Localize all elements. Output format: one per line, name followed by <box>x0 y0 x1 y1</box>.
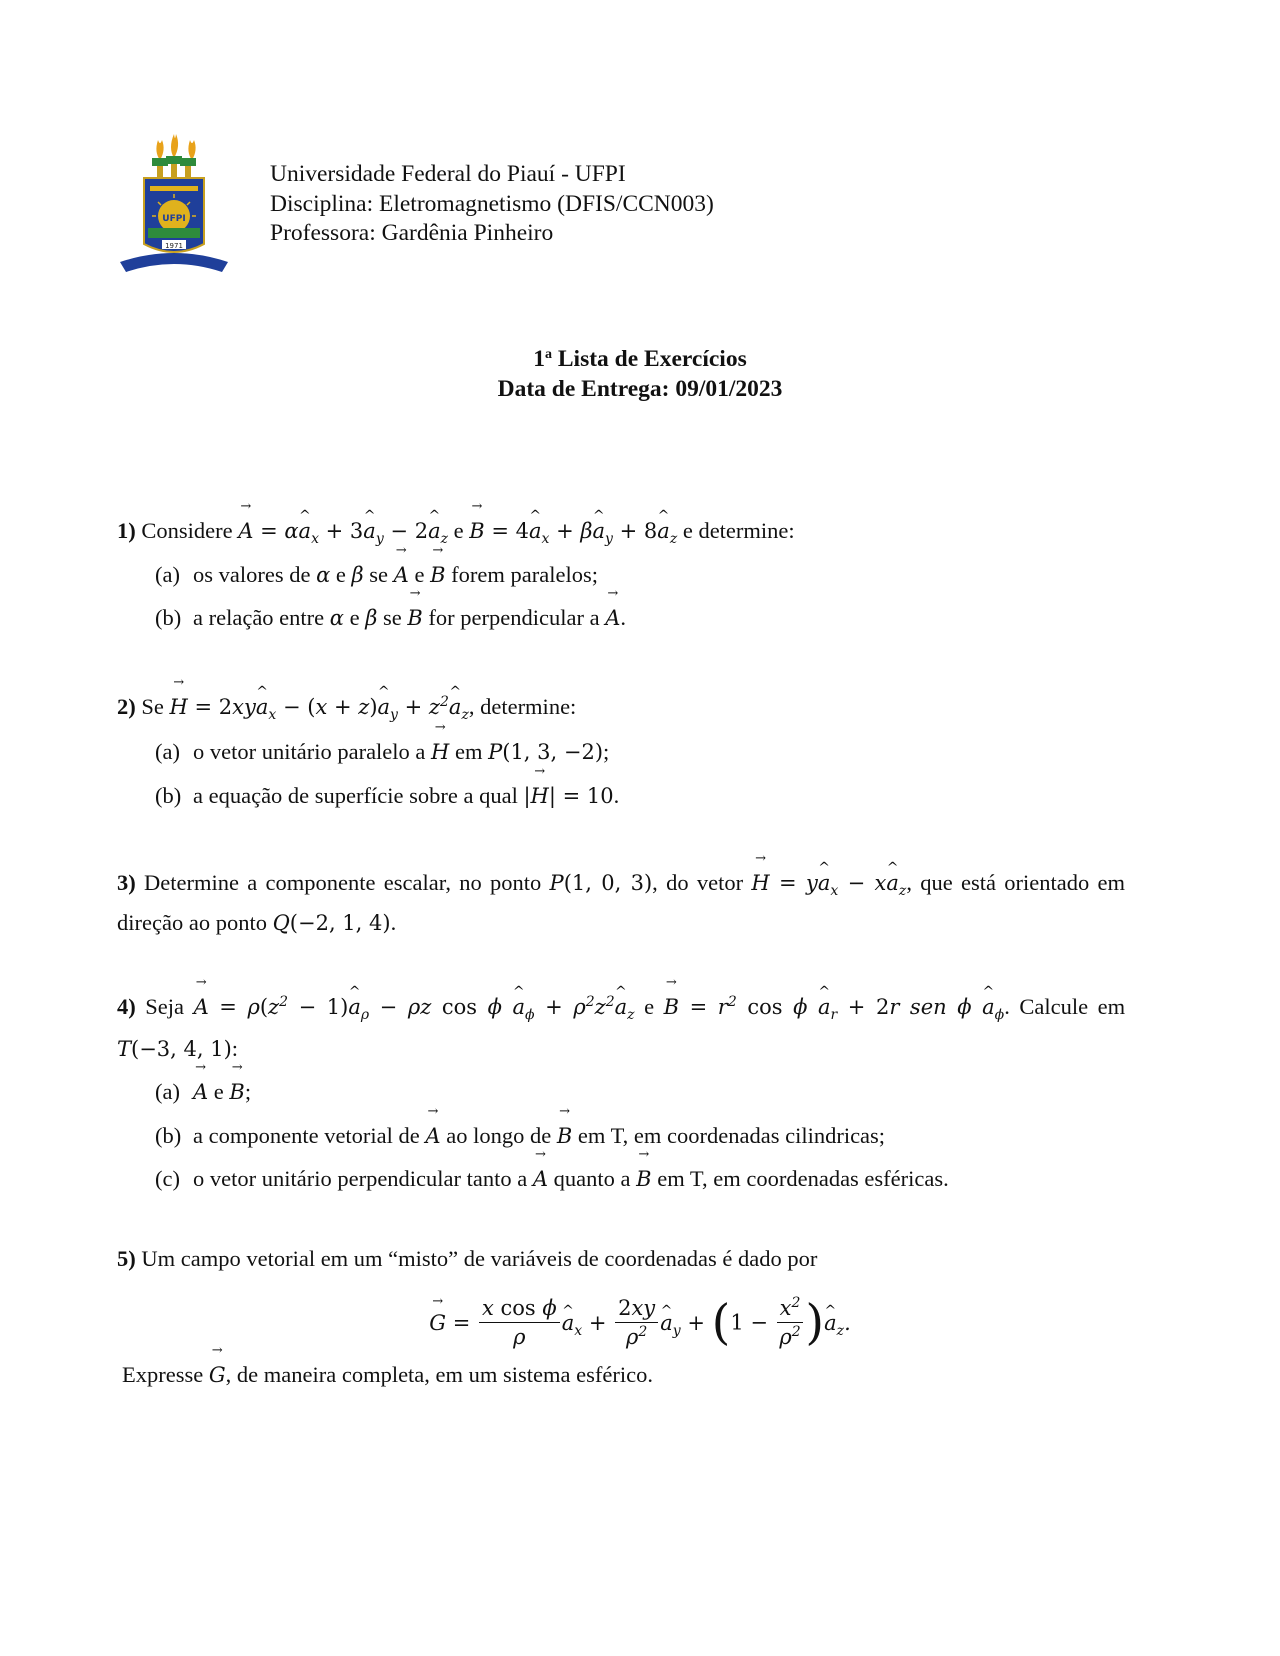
question-2a: (a) o vetor unitário paralelo a → H em P(1, 3, −2); <box>155 737 609 767</box>
due-date: Data de Entrega: 09/01/2023 <box>497 376 783 402</box>
question-1: 1) Considere → A = α^ $a_x$ + 3^ $a_y$ − 2^ $a_z$ e → B = 4^ $a_x$ + β^ $a_y$ + 8^ $a_z$ e determine: <box>117 516 1125 546</box>
list-title: 1$^a$ Lista de Exercícios <box>533 346 747 372</box>
question-5: 5) Um campo vetorial em um “misto” de variáveis de coordenadas é dado por <box>117 1246 818 1271</box>
question-1b: (b) a relação entre α e β se → B for perpendicular a → A. <box>155 603 626 633</box>
question-4: 4) Seja → $A = \rho(z^2$ − 1)^ $a_\rho - \rho z$ cos ϕ ^ $a_\phi$ + $\rho^2z^2\^{}$ $a_z$ $e \to B = r^2$ cos ϕ ^ $a_r + 2r$ sen ϕ ^ $a_\phi$. Calcule em <box>117 992 1125 1022</box>
title-block <box>0 340 1280 404</box>
question-4a: (a)→ A e → B; <box>155 1077 251 1107</box>
question-2: 2) Se → H = 2xy^ $a_x - (x$ + z)^ $a_y$ + $z^2\^{}$ $a_z$, determine: <box>117 692 1125 722</box>
question-3: 3) Determine a componente escalar, no ponto P(1, 0, 3), do vetor → H = y^ $a_x$ − x^ $a_z$, que está orientado em <box>117 868 1125 898</box>
logo-ribbon <box>120 253 228 272</box>
question-1a: (a) os valores de α e β se → A e → B forem paralelos; <box>155 560 598 590</box>
university-name: Universidade Federal do Piauí - UFPI <box>270 161 626 187</box>
ufpi-logo <box>118 132 230 282</box>
question-4b: (b) a componente vetorial de → A ao longo de → B em T, em coordenadas cilindricas; <box>155 1121 885 1151</box>
question-3-cont: direção ao ponto Q(−2, 1, 4). <box>117 910 397 935</box>
svg-text:1971: 1971 <box>165 242 183 250</box>
question-4c: (c) o vetor unitário perpendicular tanto a → A quanto a → B em T, em coordenadas esféricas. <box>155 1164 949 1194</box>
question-4-cont: T(−3, 4, 1): <box>117 1036 239 1061</box>
equation-g: → G = $\frac{\text{x cos ϕ}}{\rho}$ ^ $a_x$ + $\frac{2xy}{\rho^2}$ ^ $a_y + (1$ − $\frac{x^2}{\rho^2}$ )^ $a_z$. <box>0 1294 1280 1351</box>
discipline: Disciplina: Eletromagnetismo (DFIS/CCN003) <box>270 190 714 217</box>
header <box>270 160 714 249</box>
torch-icon <box>152 134 196 178</box>
question-2b: (b) a equação de superfície sobre a qual |→ H| = 10. <box>155 781 619 811</box>
svg-text:UFPI: UFPI <box>162 214 186 224</box>
question-5-express: Expresse → G, de maneira completa, em um sistema esférico. <box>122 1360 1130 1390</box>
professor: Professora: Gardênia Pinheiro <box>270 220 554 246</box>
